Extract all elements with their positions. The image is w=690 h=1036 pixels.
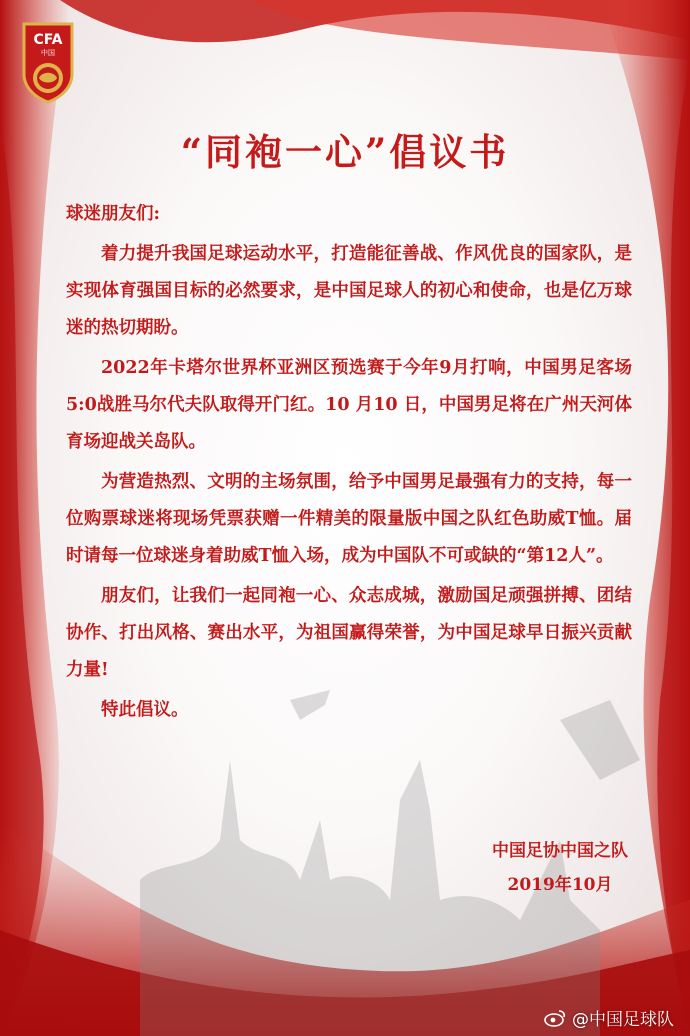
- paragraph-4: 朋友们，让我们一起同袍一心、众志成城，激励国足顽强拼搏、团结协作、打出风格、赛出水平，为祖国赢得荣誉，为中国足球早日振兴贡献力量!: [66, 586, 632, 680]
- signature-block: [460, 834, 660, 902]
- signature-org: 中国足协中国之队: [492, 841, 628, 861]
- cfa-logo-icon: [20, 22, 76, 104]
- greeting: 球迷朋友们:: [66, 204, 160, 224]
- watermark-text: @中国足球队: [572, 1010, 674, 1030]
- weibo-icon: [544, 1009, 566, 1027]
- paragraph-5: 特此倡议。: [101, 700, 189, 720]
- page-title: “同袍一心”倡议书: [180, 130, 510, 174]
- paragraph-2: 2022年卡塔尔世界杯亚洲区预选赛于今年9月打响，中国男足客场5:0战胜马尔代夫队取得开门红。10 月10 日，中国男足将在广州天河体育场迎战关岛队。: [66, 358, 632, 452]
- weibo-watermark: [544, 1005, 674, 1030]
- signature-date: 2019年10月: [507, 875, 613, 895]
- paragraph-3: 为营造热烈、文明的主场氛围，给予中国男足最强有力的支持，每一位购票球迷将现场凭票获赠一件精美的限量版中国之队红色助威T恤。届时请每一位球迷身着助威T恤入场，成为中国队不可或缺的“第12人”。: [66, 472, 632, 566]
- letter-body: [66, 196, 632, 732]
- svg-text:CFA: CFA: [33, 32, 63, 48]
- svg-text:中国: 中国: [41, 49, 55, 57]
- paragraph-1: 着力提升我国足球运动水平，打造能征善战、作风优良的国家队，是实现体育强国目标的必然要求，是中国足球人的初心和使命，也是亿万球迷的热切期盼。: [66, 244, 632, 338]
